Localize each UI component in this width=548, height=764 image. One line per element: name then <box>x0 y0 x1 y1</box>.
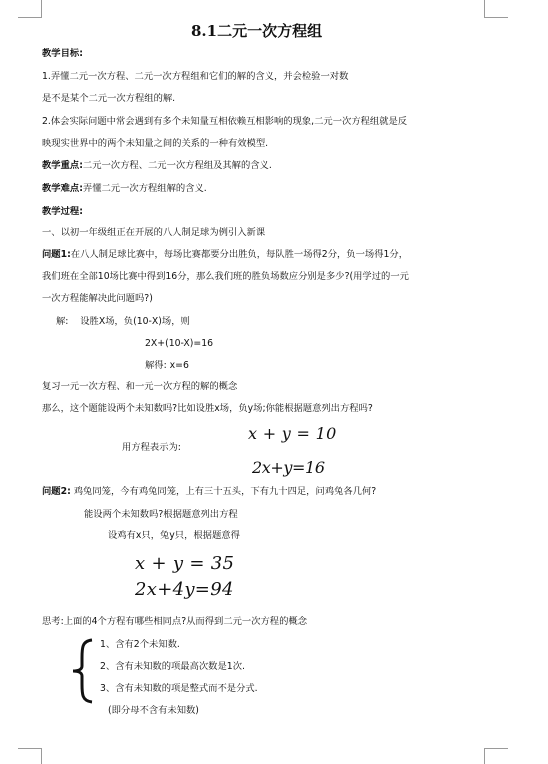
equation-label: 用方程表示为: <box>122 442 181 453</box>
property-note: (即分母不含有未知数) <box>108 705 199 716</box>
crop-mark-bottom-left-v <box>41 748 42 764</box>
property-3: 3、含有未知数的项是整式而不是分式. <box>100 683 258 694</box>
think-line: 思考:上面的4个方程有哪些相同点?从而得到二元一次方程的概念 <box>42 616 307 627</box>
question-2-line <box>42 486 376 497</box>
process-heading: 教学过程: <box>42 206 83 217</box>
question-1-line-3: 一次方程能解决此问题吗?) <box>42 293 153 304</box>
solution-line-3: 解得: x=6 <box>145 360 189 371</box>
equation-1: x + y = 10 <box>248 424 337 443</box>
property-2: 2、含有未知数的项最高次数是1次. <box>100 661 245 672</box>
solution-line-1: 解: 设胜X场，负(10-X)场，则 <box>56 316 190 327</box>
crop-mark-bottom-left-h <box>18 748 42 749</box>
equation-2: 2x+y=16 <box>252 458 325 477</box>
question-2-ask: 能设两个未知数吗?根据题意列出方程 <box>84 509 238 520</box>
objective-1-line-1: 1.弄懂二元一次方程、二元一次方程组和它们的解的含义，并会检验一对数 <box>42 71 349 82</box>
crop-mark-top-left-v <box>41 0 42 18</box>
solution-line-2: 2X+(10-X)=16 <box>145 338 214 349</box>
objective-2-line-2: 映现实世界中的两个未知量之间的关系的一种有效模型. <box>42 138 269 149</box>
question-1-text: 在八人制足球比赛中，每场比赛都要分出胜负，每队胜一场得2分，负一场得1分， <box>70 249 409 260</box>
objective-1-line-2: 是不是某个二元一次方程组的解. <box>42 93 176 104</box>
process-intro: 一、以初一年级组正在开展的八人制足球为例引入新课 <box>42 227 266 238</box>
review-line: 复习一元一次方程、和一元一次方程的解的概念 <box>42 381 238 392</box>
document-title: 8.1二元一次方程组 <box>191 22 323 40</box>
objective-2-line-1: 2.体会实际问题中常会遇到有多个未知量互相依赖互相影响的现象,二元一次方程组就是反 <box>42 116 408 127</box>
question-2-text: 鸡兔同笼，今有鸡兔同笼，上有三十五头，下有九十四足，问鸡兔各几何? <box>73 486 377 497</box>
crop-mark-top-right-h <box>484 17 508 18</box>
difficulty-text: 弄懂二元一次方程组解的含义. <box>82 183 207 194</box>
crop-mark-bottom-right-h <box>484 748 508 749</box>
question-1-label: 问题1: <box>42 249 71 260</box>
question-1-line-1 <box>42 249 408 260</box>
two-unknowns-question: 那么，这个题能设两个未知数吗?比如设胜x场，负y场;你能根据题意列出方程吗? <box>42 403 373 414</box>
crop-mark-top-right-v <box>484 0 485 18</box>
difficulty <box>42 183 207 194</box>
key-points <box>42 160 272 171</box>
key-points-heading: 教学重点: <box>42 160 83 171</box>
crop-mark-top-left-h <box>18 17 42 18</box>
objectives-heading: 教学目标: <box>42 48 83 59</box>
difficulty-heading: 教学难点: <box>42 183 83 194</box>
left-curly-brace <box>70 638 96 704</box>
crop-mark-bottom-right-v <box>484 748 485 764</box>
question-2-setup: 设鸡有x只，兔y只，根据题意得 <box>108 530 240 541</box>
property-1: 1、含有2个未知数. <box>100 639 180 650</box>
key-points-text: 二元一次方程、二元一次方程组及其解的含义. <box>82 160 272 171</box>
question-1-line-2: 我们班在全部10场比赛中得到16分，那么我们班的胜负场数应分别是多少?(用学过的一元 <box>42 271 409 282</box>
equation-3: x + y = 35 <box>135 553 235 574</box>
equation-4: 2x+4y=94 <box>135 579 234 600</box>
question-2-label: 问题2: <box>42 486 71 497</box>
